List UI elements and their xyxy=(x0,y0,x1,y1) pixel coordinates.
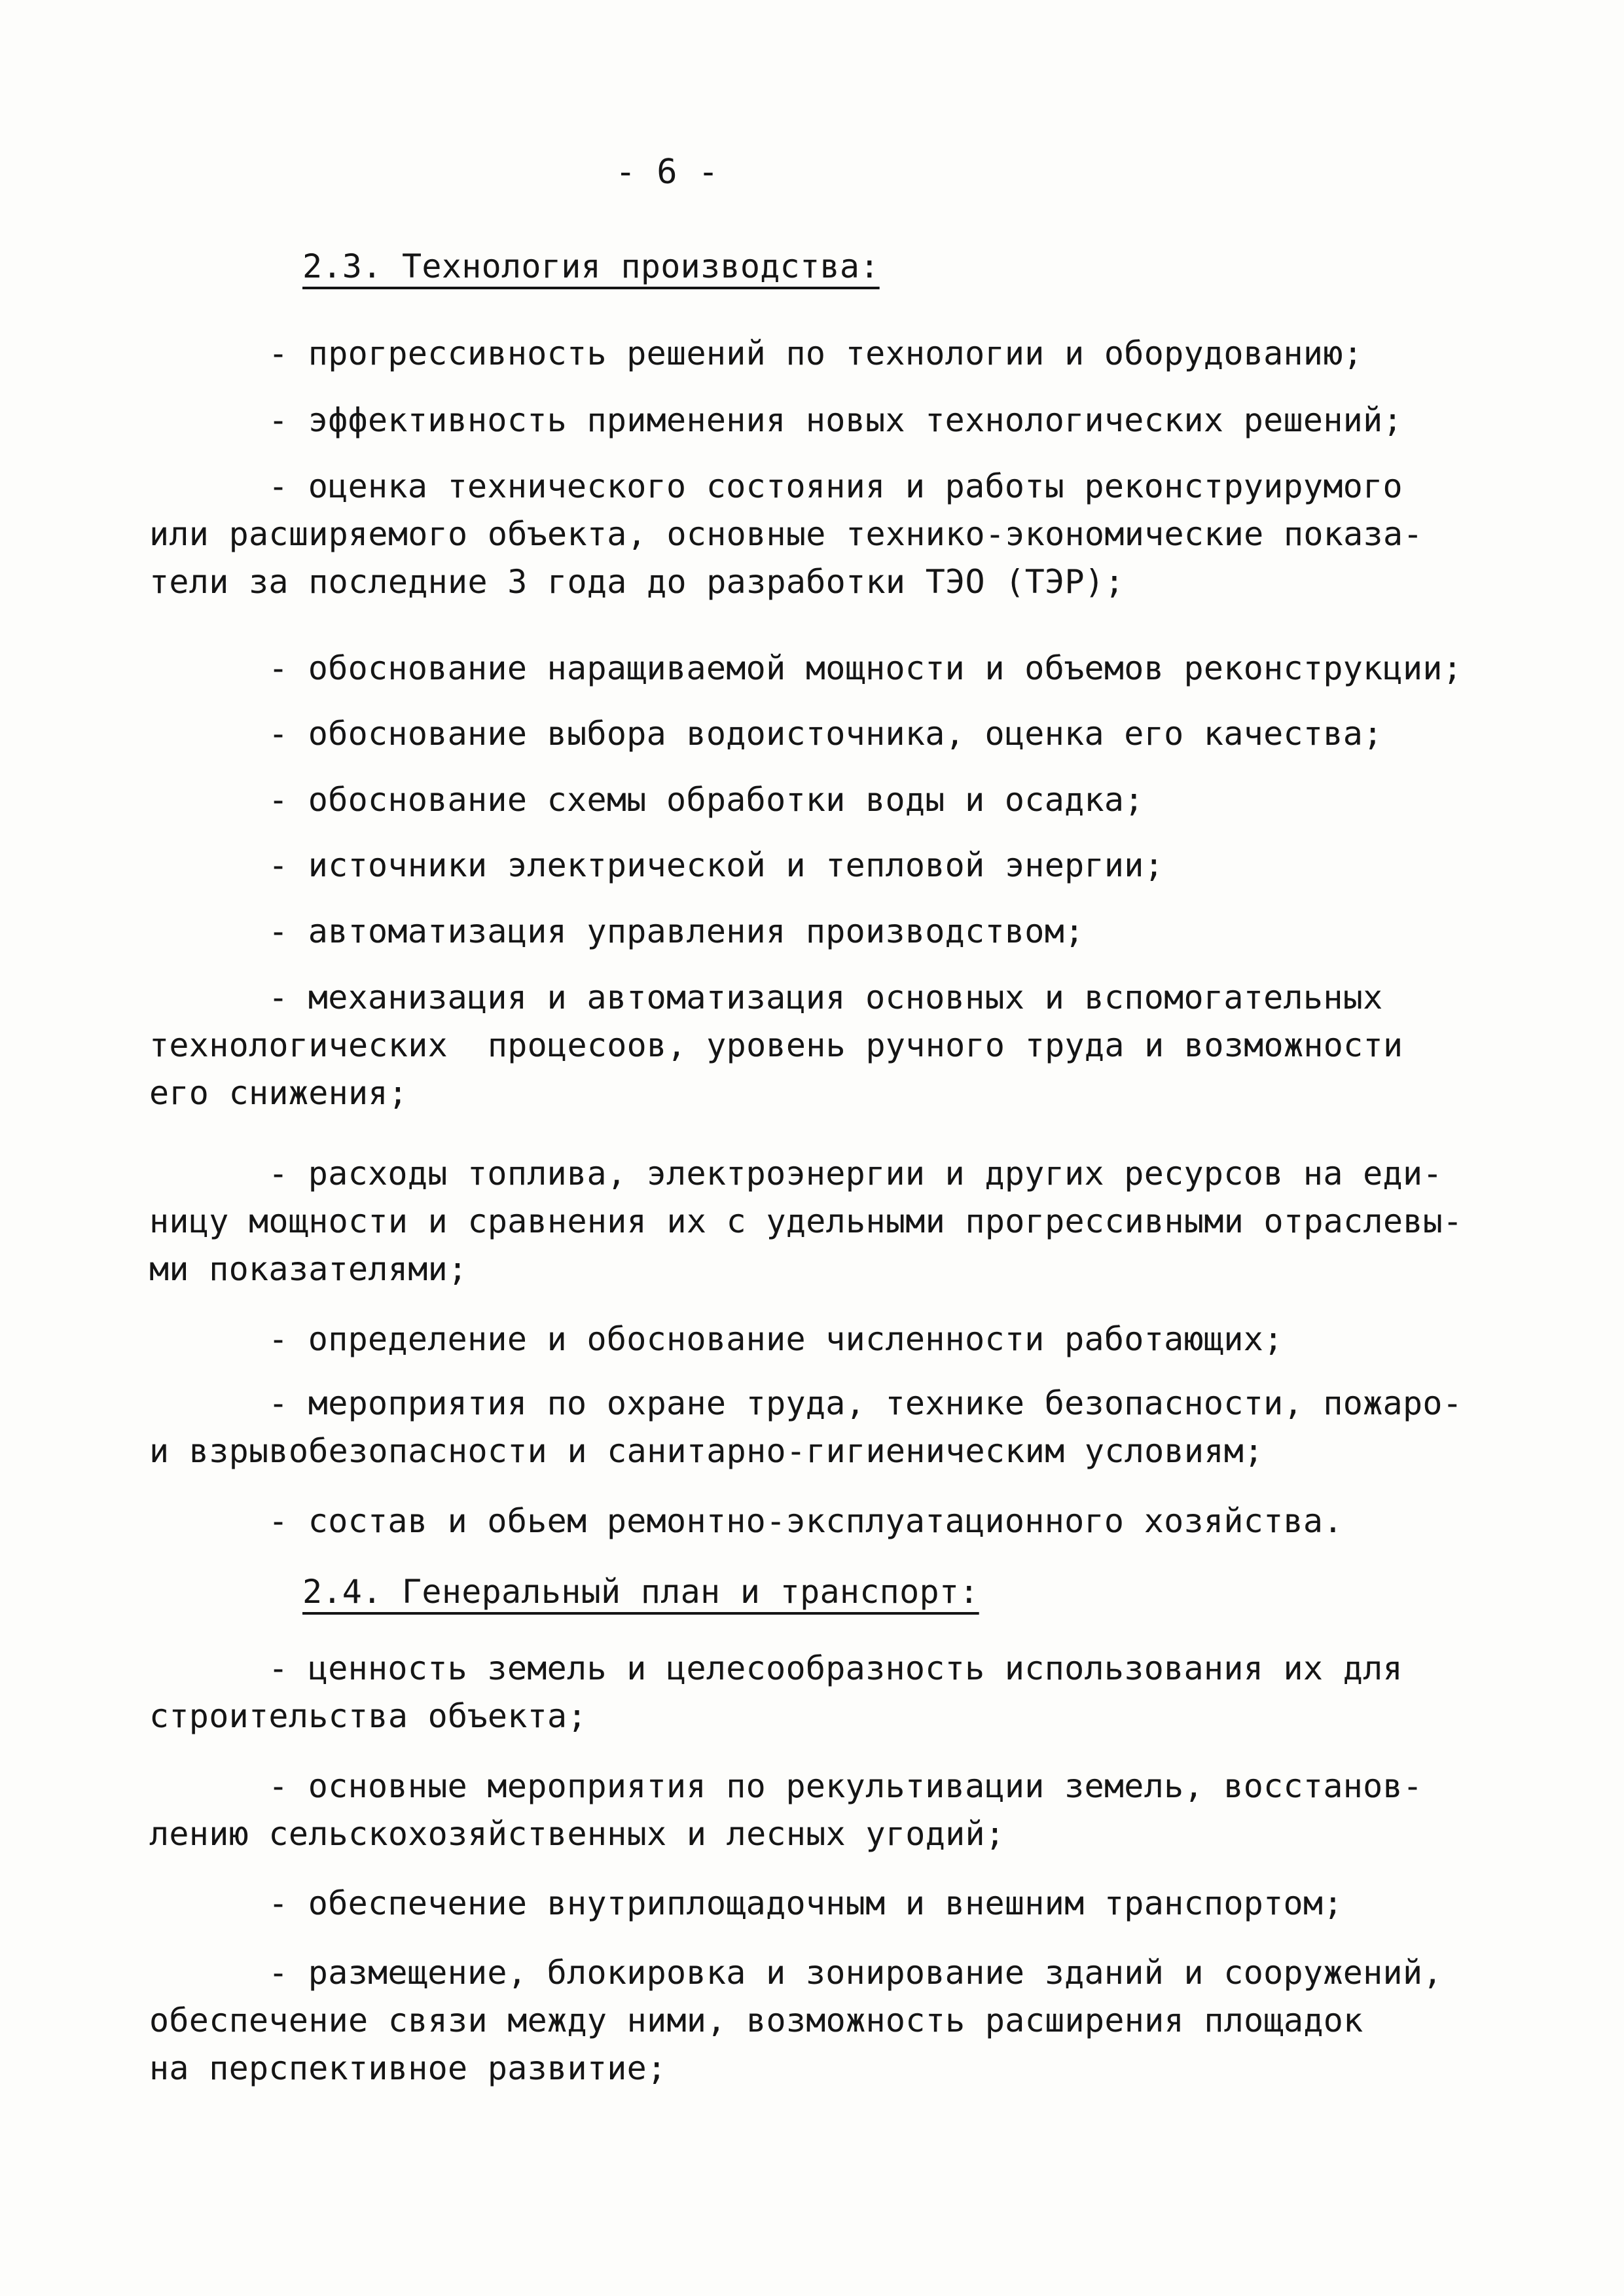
list-item-line: на перспективное развитие; xyxy=(149,2049,667,2087)
list-item-line: строительства объекта; xyxy=(149,1697,587,1735)
list-item-line: - обеспечение внутриплощадочным и внешним транспортом; xyxy=(268,1884,1343,1922)
page-number: - 6 - xyxy=(615,152,719,192)
list-item-line: - расходы топлива, электроэнергии и других ресурсов на еди- xyxy=(268,1155,1443,1193)
list-item-line: - мероприятия по охране труда, технике безопасности, пожаро- xyxy=(268,1384,1463,1422)
list-item-line: или расширяемого объекта, основные технико-экономические показа- xyxy=(149,515,1423,553)
list-item-line: - обоснование схемы обработки воды и осадка; xyxy=(268,781,1144,819)
section-heading-2-4: 2.4. Генеральный план и транспорт: xyxy=(302,1573,979,1611)
list-item-line: - обоснование наращиваемой мощности и объемов реконструкции; xyxy=(268,649,1463,687)
list-item-line: - основные мероприятия по рекультивации земель, восстанов- xyxy=(268,1767,1423,1805)
section-heading-2-3: 2.3. Технология производства: xyxy=(302,247,880,285)
list-item-line: - размещение, блокировка и зонирование зданий и сооружений, xyxy=(268,1954,1443,1992)
list-item-line: и взрывобезопасности и санитарно-гигиеническим условиям; xyxy=(149,1432,1264,1470)
list-item-line: - определение и обоснование численности работающих; xyxy=(268,1320,1284,1358)
list-item-line: - прогрессивность решений по технологии и оборудованию; xyxy=(268,334,1363,372)
list-item-line: - оценка технического состояния и работы реконструирумого xyxy=(268,467,1403,505)
list-item-line: ми показателями; xyxy=(149,1250,468,1288)
list-item-line: тели за последние 3 года до разработки ТЭО (ТЭР); xyxy=(149,563,1125,601)
list-item-line: лению сельскохозяйственных и лесных угодий; xyxy=(149,1815,1005,1853)
list-item-line: - автоматизация управления производством; xyxy=(268,912,1085,950)
list-item-line: - ценность земель и целесообразность использования их для xyxy=(268,1649,1403,1687)
list-item-line: - состав и обьем ремонтно-эксплуатационного хозяйства. xyxy=(268,1502,1343,1540)
list-item-line: ницу мощности и сравнения их с удельными прогрессивными отраслевы- xyxy=(149,1202,1463,1240)
list-item-line: его снижения; xyxy=(149,1074,408,1112)
list-item-line: технологических процесоов, уровень ручного труда и возможности xyxy=(149,1026,1403,1064)
list-item-line: - эффективность применения новых технологических решений; xyxy=(268,401,1403,439)
list-item-line: - механизация и автоматизация основных и вспомогательных xyxy=(268,978,1383,1016)
list-item-line: - источники электрической и тепловой энергии; xyxy=(268,846,1164,884)
list-item-line: обеспечение связи между ними, возможность расширения площадок xyxy=(149,2001,1363,2039)
list-item-line: - обоснование выбора водоисточника, оценка его качества; xyxy=(268,715,1383,753)
